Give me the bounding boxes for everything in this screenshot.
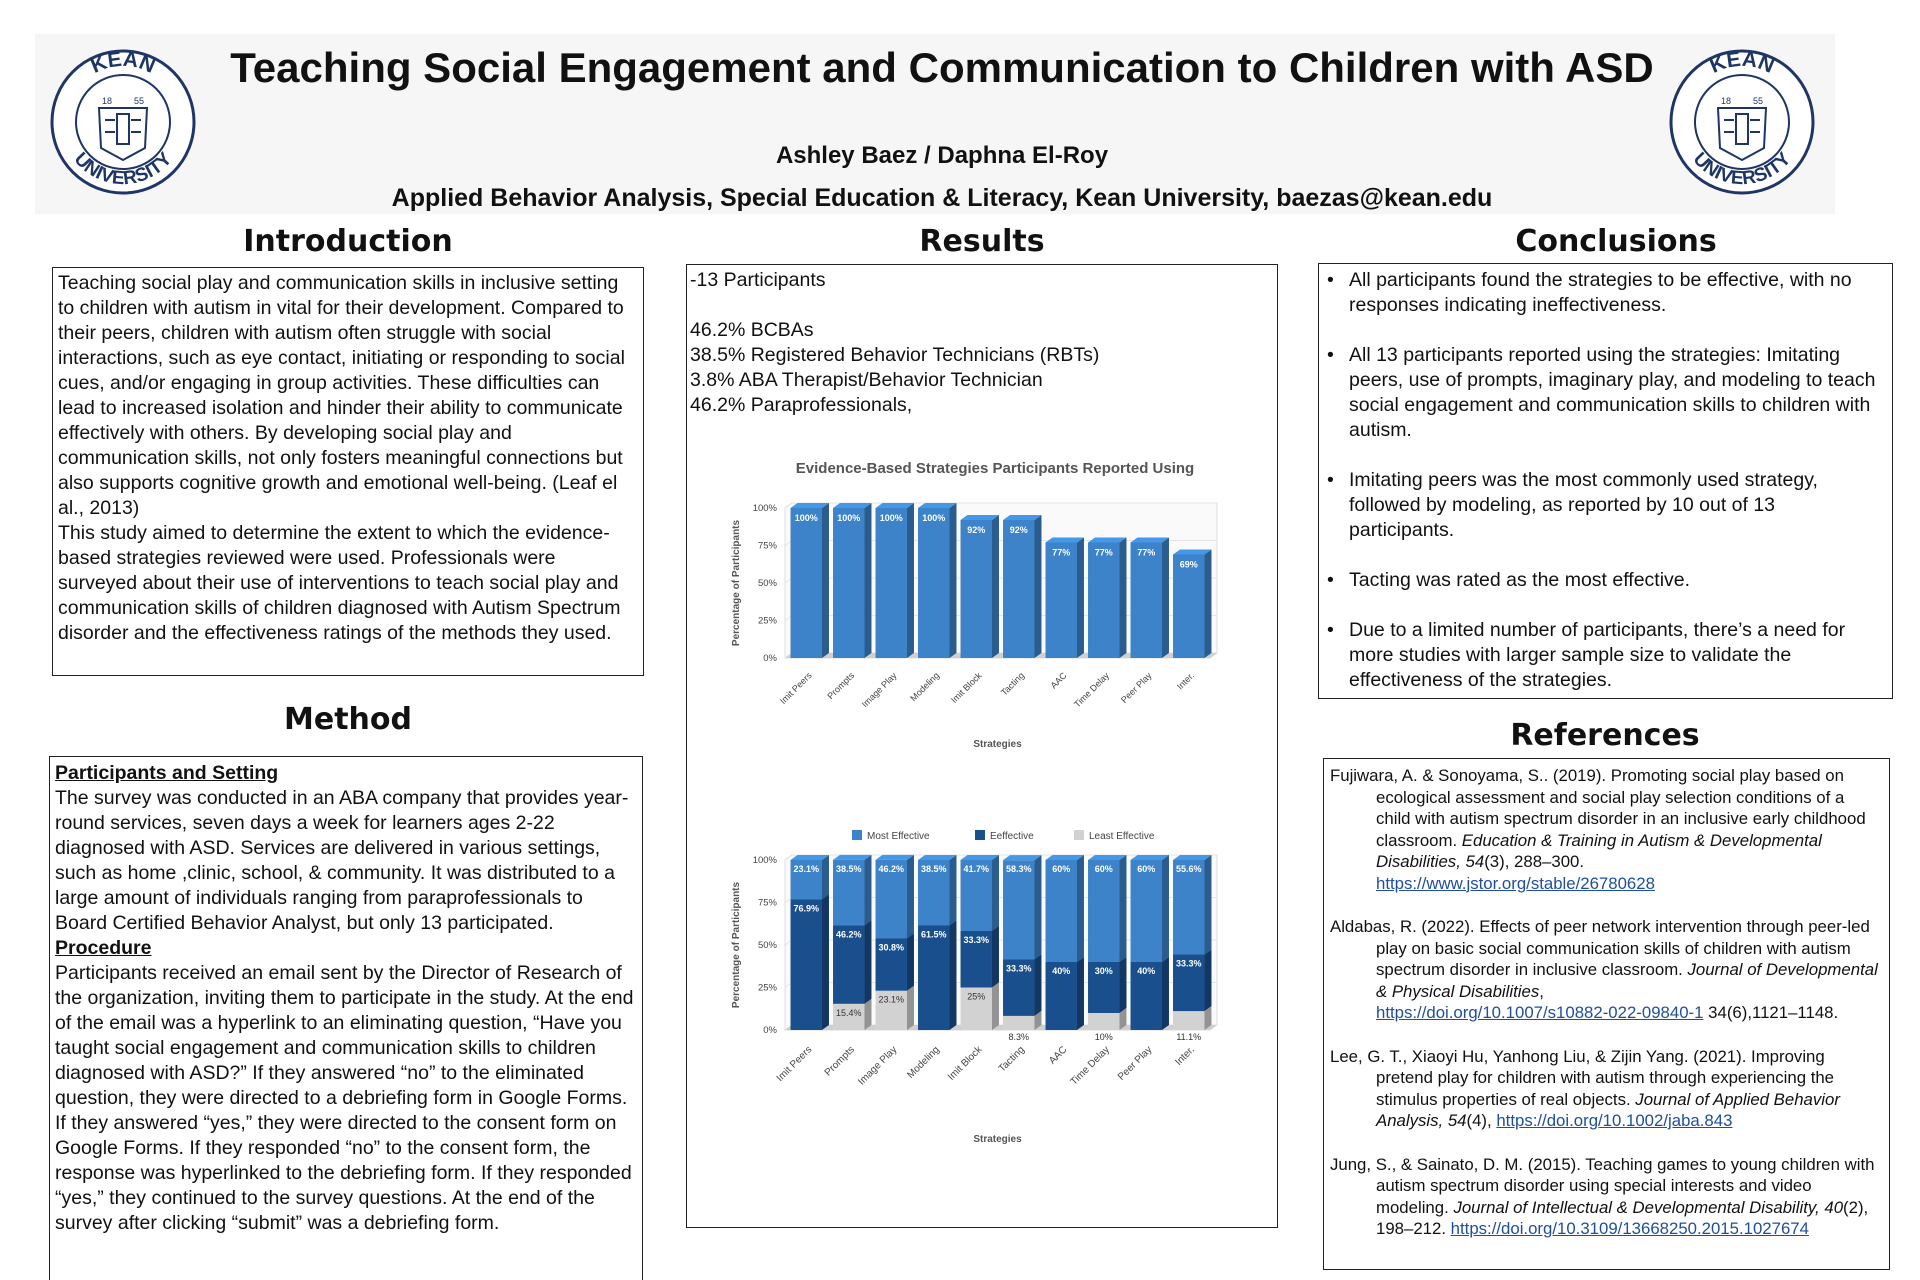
introduction-text-2: This study aimed to determine the extent to which the evidence-based strategies reviewed were used. Professionals were surveyed about their use of interventions to teach social play and communication skills of children diagnosed with Autism Spectrum disorder and the effectiveness ratings of the methods they used.: [58, 522, 621, 644]
reference-link[interactable]: https://www.jstor.org/stable/26780628: [1376, 873, 1655, 893]
data-label: 46.2%: [835, 929, 862, 940]
svg-text:18: 18: [101, 96, 113, 106]
bar-8-side: [1162, 538, 1169, 659]
stack-eeffective-9-side: [1204, 950, 1211, 1012]
data-label: 40%: [1137, 966, 1156, 976]
poster-affiliation: Applied Behavior Analysis, Special Education & Literacy, Kean University, baezas@kean.edu: [391, 184, 1493, 212]
stack-most-effective-5-side: [1034, 855, 1041, 959]
conclusions-heading: Conclusions: [1515, 224, 1717, 259]
y-tick-label: 100%: [752, 855, 777, 866]
data-label: 77%: [1137, 547, 1156, 558]
x-tick-label: Time Delay: [1072, 670, 1112, 710]
bar-6-face: [1046, 543, 1077, 659]
svg-text:KEAN: KEAN: [1706, 48, 1778, 78]
stack-eeffective-3-face: [918, 925, 949, 1030]
y-tick-label: 75%: [757, 897, 777, 909]
reference-item: Jung, S., & Sainato, D. M. (2015). Teaching games to young children with autism spectrum disorder using special interests and video modeling. Journal of Intellectual & Developmental Disability, 40(2), 198–212. https://doi.org/10.3109/13668250.2015.1027674: [1330, 1154, 1875, 1238]
stack-least-effective-7-face: [1088, 1013, 1119, 1030]
data-label: 30.8%: [878, 942, 905, 953]
x-tick-label: Inter.: [1173, 1044, 1197, 1068]
poster-title: Teaching Social Engagement and Communication to Children with ASD: [230, 44, 1654, 91]
bar-7-face: [1088, 543, 1119, 659]
data-label: 92%: [1009, 525, 1028, 535]
introduction-box: [52, 267, 644, 676]
procedure-heading: Procedure: [55, 937, 152, 959]
data-label: 40%: [1052, 966, 1071, 976]
stack-eeffective-5-side: [1034, 954, 1041, 1016]
y-axis-label: Percentage of Participants: [731, 881, 742, 1009]
bar-2-side: [907, 503, 914, 658]
method-heading: Method: [284, 702, 412, 737]
stack-most-effective-0-side: [822, 855, 829, 899]
results-summary: [690, 268, 1099, 418]
x-axis-label: Strategies: [973, 1134, 1022, 1145]
y-tick-label: 0%: [763, 1025, 777, 1036]
method-box: [49, 756, 643, 1280]
y-tick-label: 50%: [757, 578, 777, 589]
bar-4-face: [961, 520, 992, 658]
legend-label: Least Effective: [1089, 831, 1155, 842]
data-label: 100%: [837, 513, 861, 523]
data-label: 38.5%: [920, 864, 947, 874]
stack-most-effective-4-side: [992, 855, 999, 931]
stack-most-effective-8-side: [1162, 855, 1169, 962]
x-tick-label: Imit Peers: [777, 670, 814, 707]
legend-swatch: [1074, 830, 1084, 840]
bar-4-side: [992, 515, 999, 658]
y-tick-label: 0%: [763, 653, 777, 664]
data-label: 33.3%: [963, 934, 990, 945]
y-tick-label: 25%: [757, 982, 777, 994]
x-tick-label: Imit Block: [945, 1044, 985, 1083]
participants-setting-heading: Participants and Setting: [55, 762, 279, 784]
kean-seal-logo-right: [1668, 48, 1816, 196]
conclusion-item: • All 13 participants reported using the strategies: Imitating peers, use of prompts, imaginary play, and modeling to teach social engagement and communication skills to children with autism.: [1349, 343, 1882, 443]
stack-eeffective-0-side: [822, 894, 829, 1030]
x-tick-label: Peer Play: [1118, 670, 1154, 706]
svg-text:55: 55: [1752, 96, 1764, 106]
data-label: 46.2%: [878, 863, 905, 874]
poster-authors: Ashley Baez / Daphna El-Roy: [775, 142, 1109, 169]
bar-1-side: [864, 503, 871, 658]
stack-most-effective-2-side: [907, 855, 914, 939]
stack-least-effective-2-side: [907, 986, 914, 1030]
x-tick-label: Imit Peers: [774, 1044, 815, 1084]
data-label: 41.7%: [963, 864, 990, 874]
conclusion-item: • Due to a limited number of participants, there’s a need for more studies with larger sample size to validate the effectiveness of the strategies.: [1349, 618, 1882, 693]
bar-5-face: [1003, 520, 1034, 658]
data-label: 69%: [1179, 559, 1198, 570]
x-tick-label: Inter.: [1174, 670, 1197, 692]
stack-most-effective-0: [791, 855, 829, 899]
legend-item: [975, 830, 1034, 842]
x-tick-label: Modeling: [905, 1044, 942, 1081]
bar-2: [876, 503, 914, 658]
bar-5: [1003, 515, 1041, 658]
stack-eeffective-6-side: [1077, 957, 1084, 1030]
bar-1-face: [833, 508, 864, 658]
data-label: 100%: [794, 513, 818, 523]
legend-item: [852, 830, 930, 842]
strategy-effectiveness-chart: [700, 815, 1260, 1160]
legend-swatch: [852, 830, 862, 840]
data-label: 38.5%: [835, 863, 862, 874]
svg-text:UNIVERSITY: UNIVERSITY: [69, 148, 177, 190]
bar-5-side: [1034, 515, 1041, 658]
x-tick-label: Prompts: [825, 670, 857, 702]
svg-text:UNIVERSITY: UNIVERSITY: [1688, 148, 1796, 190]
data-label: 77%: [1052, 547, 1071, 558]
bar-1: [833, 503, 871, 658]
data-label: 25%: [967, 991, 986, 1002]
data-label: 76.9%: [793, 903, 820, 914]
x-tick-label: Image Play: [856, 1044, 900, 1088]
results-line: 46.2% BCBAs: [690, 319, 814, 341]
reference-link[interactable]: https://doi.org/10.3109/13668250.2015.1027674: [1450, 1219, 1809, 1238]
data-label: 10%: [1094, 1032, 1113, 1042]
legend-swatch: [975, 830, 985, 840]
data-label: 15.4%: [835, 1007, 862, 1018]
stack-eeffective-2-side: [907, 933, 914, 990]
chart-title: Evidence-Based Strategies Participants Reported Using: [795, 460, 1195, 477]
stack-most-effective-6-face: [1046, 860, 1077, 962]
introduction-heading: Introduction: [243, 224, 453, 259]
data-label: 77%: [1094, 547, 1113, 558]
stack-most-effective-7-side: [1119, 855, 1126, 962]
bar-8-face: [1131, 543, 1162, 659]
stack-eeffective-8-side: [1162, 957, 1169, 1030]
data-label: 8.3%: [1008, 1032, 1030, 1042]
data-label: 11.1%: [1176, 1032, 1202, 1042]
legend-item: [1074, 830, 1155, 842]
y-axis-label: Percentage of Participants: [731, 519, 742, 647]
stack-eeffective-1-side: [864, 920, 871, 1004]
reference-link[interactable]: https://doi.org/10.1002/jaba.843: [1496, 1111, 1733, 1130]
legend-label: Eeffective: [990, 831, 1034, 842]
bar-9-face: [1173, 555, 1204, 659]
bar-0: [791, 503, 829, 658]
data-label: 100%: [922, 513, 946, 523]
reference-item: Aldabas, R. (2022). Effects of peer network intervention through peer-led play on basic social communication skills of children with autism spectrum disorder in inclusive classroom. Journal of Developmental & Physical Disabilities, https://doi.org/10.1007/s10882-022-09840-1 34(6),1121–1148.: [1330, 917, 1878, 1022]
svg-text:55: 55: [133, 96, 145, 106]
data-label: 60%: [1052, 864, 1071, 874]
stack-least-effective-4: [961, 983, 999, 1031]
stack-eeffective-0-face: [791, 899, 822, 1030]
procedure-text: Participants received an email sent by the Director of Research of the organization, inviting them to participate in the study. At the end of the email was a hyperlink to an eliminating question, “Have you taught social engagement and communication skills to children diagnosed with ASD?” If they answered “no” to the eliminated question, they were directed to a debriefing form in Google Forms. If they answered “yes,” they were directed to the consent form on Google Forms. If they responded “no” to the consent form, the response was hyperlinked to the debriefing form. If they responded “yes,” they continued to the survey questions. At the end of the survey after clicking “submit” was a debriefing form.: [55, 962, 634, 1234]
results-line: 38.5% Registered Behavior Technicians (RBTs): [690, 344, 1100, 366]
results-line: -13 Participants: [690, 269, 826, 291]
conclusion-item: • Imitating peers was the most commonly used strategy, followed by modeling, as reported by 10 out of 13 participants.: [1349, 468, 1882, 543]
reference-item: Fujiwara, A. & Sonoyama, S.. (2019). Promoting social play based on ecological assessment and social play selection conditions of a child with autism spectrum disorder in an inclusive early childhood classroom. Education & Training in Autism & Developmental Disabilities, 54(3), 288–300. https://www.jstor.org/stable/26780628: [1330, 766, 1866, 893]
conclusions-list: [1319, 264, 1892, 693]
data-label: 58.3%: [1005, 864, 1032, 875]
results-line: 3.8% ABA Therapist/Behavior Technician: [690, 369, 1043, 391]
svg-text:KEAN: KEAN: [87, 48, 159, 78]
bar-6-side: [1077, 538, 1084, 659]
stack-eeffective-3-side: [949, 920, 956, 1030]
bar-2-face: [876, 508, 907, 658]
stack-eeffective-7-side: [1119, 957, 1126, 1013]
stack-least-effective-4-side: [992, 983, 999, 1031]
data-label: 100%: [879, 513, 903, 523]
references-heading: References: [1510, 718, 1700, 753]
svg-text:18: 18: [1720, 96, 1732, 106]
y-tick-label: 25%: [757, 615, 777, 627]
x-tick-label: Image Play: [859, 670, 899, 710]
bar-3-face: [918, 508, 949, 658]
data-label: 92%: [967, 525, 986, 535]
y-tick-label: 100%: [752, 503, 777, 514]
stack-most-effective-6-side: [1077, 855, 1084, 962]
stack-most-effective-1-side: [864, 855, 871, 925]
x-tick-label: Peer Play: [1115, 1044, 1155, 1083]
participants-setting-text: The survey was conducted in an ABA company that provides year-round services, seven days a week for learners ages 2-22 diagnosed with ASD. Services are delivered in various settings, such as home ,clinic, school, & community. It was distributed to a large amount of individuals ranging from paraprofessionals to Board Certified Behavior Analyst, but only 13 participated.: [55, 787, 629, 934]
data-label: 30%: [1094, 966, 1113, 976]
x-tick-label: Modeling: [908, 670, 942, 704]
bar-0-face: [791, 508, 822, 658]
stack-most-effective-3-side: [949, 855, 956, 925]
data-label: 60%: [1137, 864, 1156, 874]
data-label: 61.5%: [920, 929, 947, 940]
bar-7-side: [1119, 538, 1126, 659]
conclusions-box: [1318, 263, 1893, 699]
bar-4: [961, 515, 999, 658]
data-label: 33.3%: [1175, 958, 1202, 969]
stack-least-effective-1-side: [864, 999, 871, 1030]
legend-label: Most Effective: [867, 831, 930, 842]
data-label: 23.1%: [793, 864, 820, 874]
y-tick-label: 75%: [757, 540, 777, 552]
stack-most-effective-9-face: [1173, 860, 1204, 955]
stack-most-effective-7-face: [1088, 860, 1119, 962]
x-tick-label: Time Delay: [1068, 1044, 1112, 1088]
stack-least-effective-5-face: [1003, 1016, 1034, 1030]
data-label: 60%: [1094, 864, 1113, 874]
introduction-text: Teaching social play and communication skills in inclusive setting to children with autism in vital for their development. Compared to their peers, children with autism often struggle with social interactions, such as eye contact, initiating or responding to social cues, and/or engaging in group activities. These difficulties can lead to increased isolation and hinder their ability to communicate effectively with others. By developing social play and communication skills, not only fosters meaningful connections but also supports cognitive growth and emotional well-being. (Leaf el al., 2013): [58, 272, 625, 519]
kean-seal-logo-left: [49, 48, 197, 196]
bar-9-side: [1204, 550, 1211, 659]
reference-link[interactable]: https://doi.org/10.1007/s10882-022-09840-1: [1376, 1003, 1704, 1022]
stack-most-effective-5-face: [1003, 860, 1034, 959]
data-label: 23.1%: [878, 994, 905, 1005]
bar-0-side: [822, 503, 829, 658]
stack-eeffective-4-side: [992, 926, 999, 988]
stack-least-effective-2: [876, 986, 914, 1030]
bar-3-side: [949, 503, 956, 658]
data-label: 55.6%: [1175, 864, 1202, 874]
results-line: 46.2% Paraprofessionals,: [690, 394, 913, 416]
conclusion-item: • All participants found the strategies to be effective, with no responses indicating ineffectiveness.: [1349, 268, 1882, 318]
references-box: [1323, 758, 1890, 1270]
conclusion-item: • Tacting was rated as the most effective.: [1349, 568, 1882, 593]
bar-3: [918, 503, 956, 658]
stack-least-effective-9-face: [1173, 1011, 1204, 1030]
strategies-used-chart: [700, 450, 1260, 770]
x-tick-label: Tacting: [996, 1044, 1027, 1075]
stack-eeffective-0: [791, 894, 829, 1030]
x-tick-label: AAC: [1048, 670, 1069, 691]
reference-item: Lee, G. T., Xiaoyi Hu, Yanhong Liu, & Zijin Yang. (2021). Improving pretend play for children with autism through experiencing the stimulus properties of real objects. Journal of Applied Behavior Analysis, 54(4), https://doi.org/10.1002/jaba.843: [1330, 1046, 1840, 1130]
x-tick-label: AAC: [1047, 1044, 1070, 1067]
x-tick-label: Imit Block: [949, 670, 984, 706]
data-label: 33.3%: [1005, 963, 1032, 974]
stack-most-effective-8-face: [1131, 860, 1162, 962]
stack-most-effective-9-side: [1204, 855, 1211, 955]
y-tick-label: 50%: [757, 940, 777, 951]
x-tick-label: Prompts: [822, 1044, 857, 1079]
results-heading: Results: [919, 224, 1045, 259]
x-tick-label: Tacting: [998, 670, 1027, 698]
x-axis-label: Strategies: [973, 739, 1022, 750]
